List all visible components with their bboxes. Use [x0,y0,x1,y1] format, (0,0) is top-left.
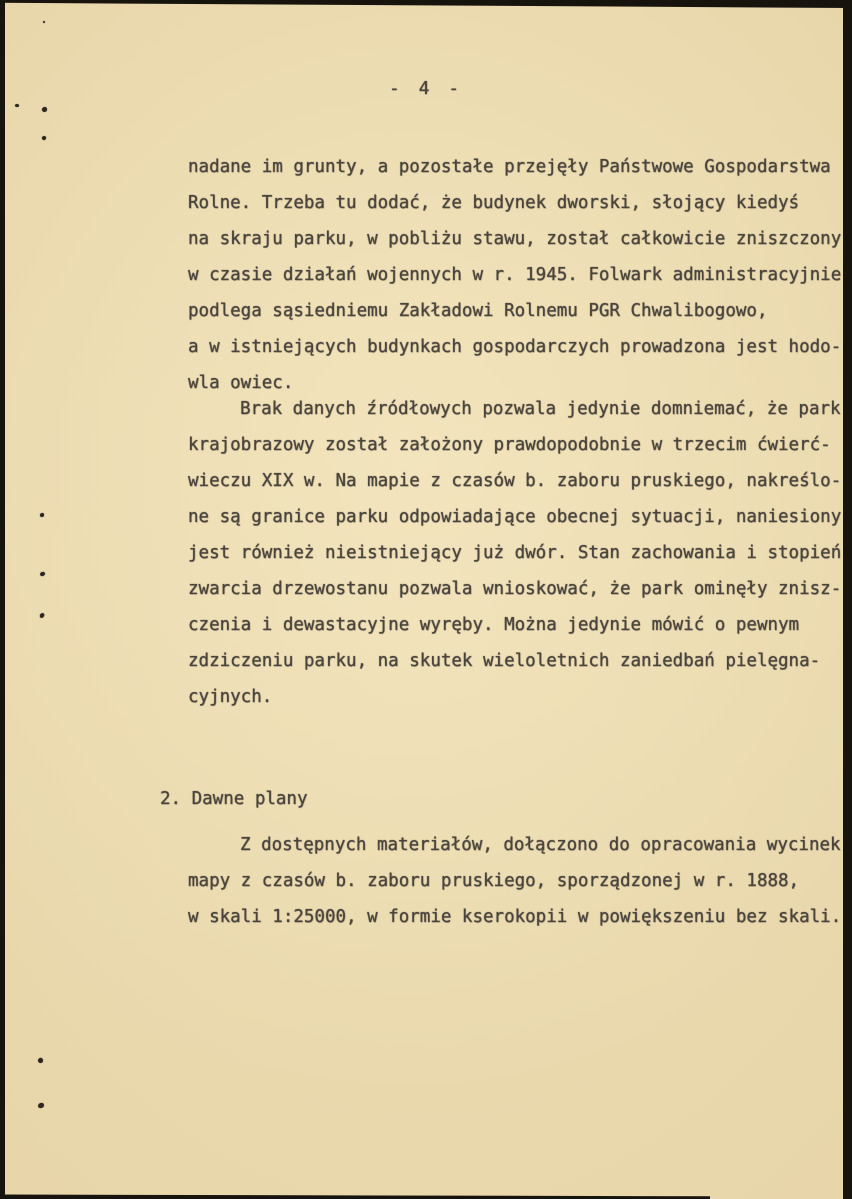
text-line: a w istniejących budynkach gospodarczych prowadzona jest hodo- [188,337,842,357]
section-heading-text: 2. Dawne plany [160,789,308,809]
text-line: zdziczeniu parku, na skutek wieloletnich zaniedbań pielęgna- [188,651,821,671]
ink-speck [40,571,46,576]
text-line: zwarcia drzewostanu pozwala wnioskować, że park ominęły znisz- [188,579,842,599]
ink-speck [40,513,44,517]
text-line: w czasie działań wojennych w r. 1945. Folwark administracyjnie [188,265,842,285]
text-line: nadane im grunty, a pozostałe przejęły Państwowe Gospodarstwa [188,157,831,177]
text-line: Z dostępnych materiałów, dołączono do opracowania wycinek [240,835,841,855]
text-line: podlega sąsiedniemu Zakładowi Rolnemu PGR Chwalibogowo, [188,301,768,321]
text-line: krajobrazowy został założony prawdopodobnie w trzecim ćwierć- [188,435,831,455]
scan-edge-bottom [0,1193,710,1199]
text-line: cyjnych. [188,687,273,707]
ink-speck [42,107,47,112]
text-line: na skraju parku, w pobliżu stawu, został całkowicie zniszczony [188,229,842,249]
scan-edge-top [0,0,852,8]
text-line: Rolne. Trzeba tu dodać, że budynek dworski, słojący kiedyś [188,193,800,213]
text-line: mapy z czasów b. zaboru pruskiego, sporządzonej w r. 1888, [188,871,800,891]
paragraph-park-history [188,391,841,715]
scan-edge-left [0,0,5,1199]
text-line: Brak danych źródłowych pozwala jedynie domniemać, że park [240,399,841,419]
text-line: w skali 1:25000, w formie kserokopii w powiększeniu bez skali. [188,907,842,927]
text-line: jest również nieistniejący już dwór. Stan zachowania i stopień [188,543,842,563]
ink-speck [15,104,19,108]
scan-edge-right [843,0,852,1199]
page-number: - 4 - [388,78,464,99]
ink-speck [41,135,46,140]
text-line: wla owiec. [188,373,294,393]
ink-speck [37,1057,44,1064]
section-heading-dawne-plany [160,781,308,817]
text-line: wieczu XIX w. Na mapie z czasów b. zaboru pruskiego, nakreślo- [188,471,842,491]
ink-speck [37,1102,44,1109]
paragraph-old-plans [188,827,841,935]
text-line: ne są granice parku odpowiadające obecnej sytuacji, naniesiony [188,507,842,527]
ink-speck [39,612,45,618]
text-line: czenia i dewastacyjne wyręby. Można jedynie mówić o pewnym [188,615,800,635]
ink-speck [43,21,45,23]
paragraph-continued-from-previous-page [188,149,841,401]
